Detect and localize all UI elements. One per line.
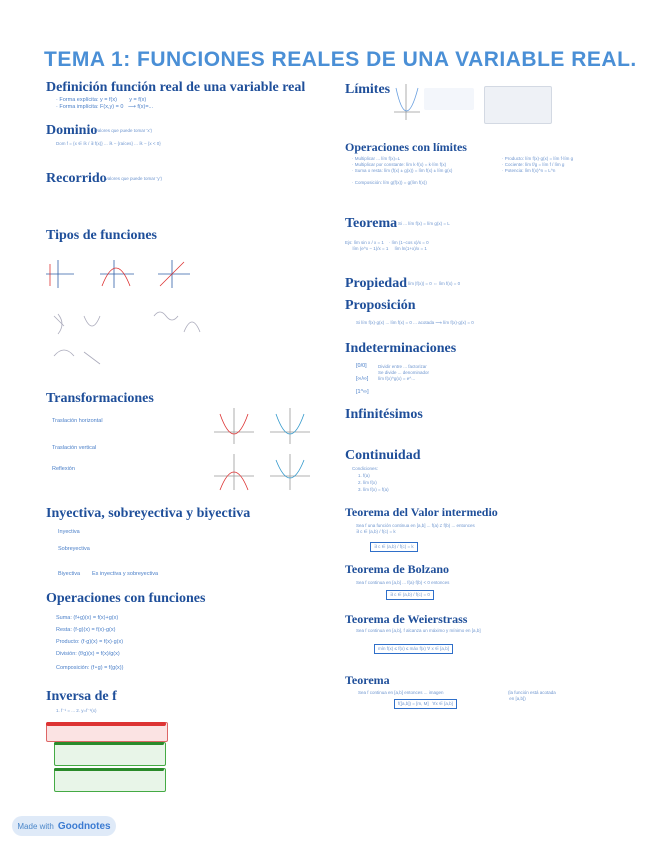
heading-teorema: Teorema [345, 216, 398, 231]
valor-intermedio-box: ∃ c ∈ (a,b) / f(c) = k [370, 542, 418, 552]
sobreyectiva-label: Sobreyectiva [58, 546, 90, 552]
weierstrass-box: mín f(x) ≤ f(x) ≤ máx f(x) ∀ x ∈ [a,b] [374, 644, 453, 654]
heading-proposicion: Proposición [345, 298, 416, 313]
teorema-final-text: Sea f continua en [a,b] entonces ... imagen [358, 690, 444, 695]
heading-valor-intermedio: Teorema del Valor intermedio [345, 505, 498, 519]
inversa-card-green-1-bar [54, 742, 164, 745]
teorema-final-box: f([a,b]) = [m, M] ∀x ∈ [a,b] [394, 699, 457, 709]
heading-dominio: Dominio [46, 123, 98, 138]
goodnotes-badge[interactable] [12, 816, 116, 836]
heading-indeterminaciones: Indeterminaciones [345, 341, 457, 356]
weierstrass-text: Sea f continua en [a,b], f alcanza un máximo y mínimo en [a,b] [356, 628, 481, 633]
heading-teorema-final: Teorema [345, 673, 390, 687]
heading-transformaciones: Transformaciones [46, 391, 154, 406]
heading-infinitesimos: Infinitésimos [345, 407, 423, 422]
cont-item-3: 3. lím f(x) = f(a) [358, 487, 389, 492]
tipos-graphs [44, 252, 214, 382]
inversa-card-green-2-bar [54, 768, 164, 771]
heading-limites: Límites [345, 82, 391, 97]
heading-propiedad: Propiedad [345, 276, 407, 291]
heading-definicion: Definición función real de una variable real [46, 80, 306, 95]
t-horizontal-label: Traslación horizontal [52, 418, 103, 424]
definicion-notes: · Forma explícita: y = f(x) y = f(x) · Forma implícita: F(x,y) = 0 ⟶ f(x)=... [56, 97, 154, 110]
teorema-text: Si ... lím f(x) = lím g(x) = L [398, 221, 450, 226]
inversa-card-green-2 [54, 768, 166, 792]
bolzano-text: Sea f continua en [a,b] ... f(a)·f(b) < 0 entonces [356, 580, 450, 585]
dominio-formula: Dom f = {x ∈ ℝ / ∃ f(x)} ... ℝ − {raíces} ... ℝ − {x < 0} [56, 141, 161, 146]
t-vertical-label: Traslación vertical [52, 445, 97, 451]
badge-prefix: Made with [17, 821, 54, 831]
ind-notes: Dividir entre ... factorizar Se divide ... denominador lím f(x)^g(x) = e^... [378, 364, 430, 381]
bolzano-box: ∃ c ∈ (a,b) / f(c) = 0 [386, 590, 434, 600]
valor-intermedio-text: Sea f una función continua en [a,b] ... f(a) ≠ f(b) ... entonces ∃ c ∈ (a,b) / f(c) = k [356, 523, 475, 534]
op-limites-left: · Multiplicar ... lím f(x)=L · Multiplicar por constante: lím k·f(x) = k·lím f(x) · Suma o resta: lím (f(x) ± g(x)) = lím f(x) ± lím g(x) · Composición: lím g(f(x)) = g(lím f(x)) [352, 156, 453, 185]
op-composicion: Composición: (f∘g) = f(g(x)) [56, 665, 124, 671]
op-resta: Resta: (f-g)(x) = f(x)-g(x) [56, 627, 116, 633]
teorema-examples: Ejs: lím sin x / x = 1 · lím (1−cos x)/x = 0 lím (e^x − 1)/x = 1 lím ln(1+x)/x = 1 [345, 240, 429, 251]
propiedad-text: lím |f(x)| = 0 ⇔ lím f(x) = 0 [408, 281, 461, 286]
biyectiva-label: Biyectiva [58, 571, 81, 577]
op-division: División: (f/g)(x) = f(x)/g(x) [56, 651, 120, 657]
heading-operaciones-limites: Operaciones con límites [345, 140, 467, 154]
badge-brand: Goodnotes [57, 820, 111, 832]
ind-item-3: [1^∞] [356, 389, 369, 395]
heading-bolzano: Teorema de Bolzano [345, 562, 449, 576]
heading-weierstrass: Teorema de Weierstrass [345, 612, 468, 626]
heading-recorrido: Recorrido [46, 171, 107, 186]
proposicion-text: Si lím f(x)·g(x) ... lím f(x) = 0 ... acotada ⟶ lím f(x)·g(x) = 0 [356, 320, 474, 325]
recorrido-note: (valores que puede tomar 'y') [104, 176, 162, 181]
limites-note-card [424, 88, 474, 110]
inyectiva-label: Inyectiva [58, 529, 80, 535]
heading-operaciones: Operaciones con funciones [46, 591, 206, 606]
teorema-final-aside: (la función está acotada en [a,b]) [508, 690, 556, 701]
dominio-note: (valores que puede tomar 'x') [94, 128, 152, 133]
limites-graph [392, 82, 422, 122]
cont-item-1: 1. f(a) [358, 473, 370, 478]
heading-tipos: Tipos de funciones [46, 228, 157, 243]
op-limites-right: · Producto: lím f(x)·g(x) = lím f·lím g · Cociente: lím f/g = lím f / lím g · Potencia: lím f(x)^n = L^n [502, 156, 574, 173]
inversa-card-red-bar [46, 722, 166, 726]
inversa-formula: 1. f⁻¹ = ... 2. y=f⁻¹(x) [56, 708, 97, 713]
ind-item-2: [∞/∞] [356, 376, 369, 382]
reflexion-label: Reflexión [52, 466, 75, 472]
transformaciones-graphs [210, 404, 320, 494]
page-title: TEMA 1: FUNCIONES REALES DE UNA VARIABLE REAL. [44, 48, 637, 71]
op-suma: Suma: (f+g)(x) = f(x)+g(x) [56, 615, 119, 621]
inversa-card-green-1 [54, 742, 166, 766]
biyectiva-text: Es inyectiva y sobreyectiva [92, 571, 159, 577]
heading-continuidad: Continuidad [345, 448, 421, 463]
heading-inyectiva: Inyectiva, sobreyectiva y biyectiva [46, 506, 251, 521]
heading-inversa: Inversa de f [46, 689, 117, 704]
limites-definition-card [484, 86, 552, 124]
op-producto: Producto: (f·g)(x) = f(x)·g(x) [56, 639, 124, 645]
ind-item-1: [0/0] [356, 363, 367, 369]
cont-item-2: 2. lím f(x) [358, 480, 377, 485]
continuidad-cond: Condiciones: [352, 466, 379, 471]
